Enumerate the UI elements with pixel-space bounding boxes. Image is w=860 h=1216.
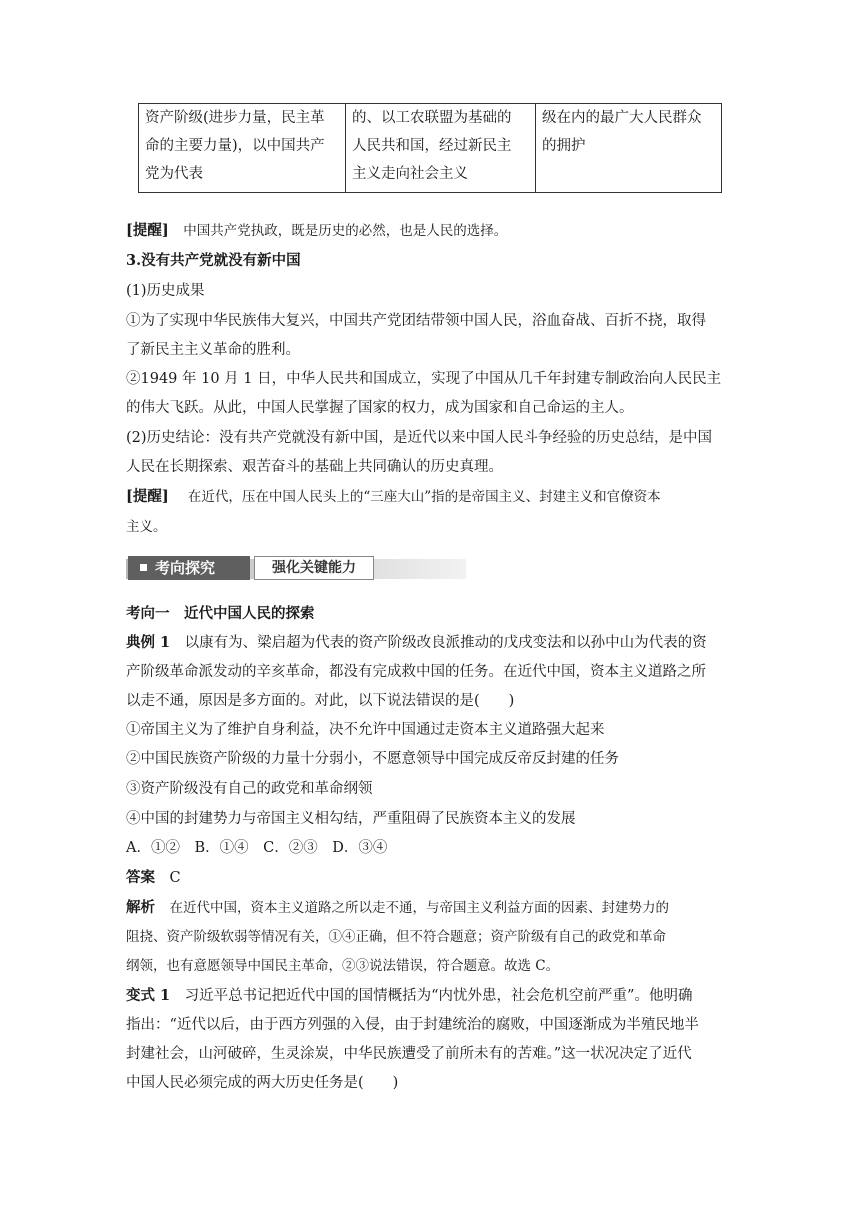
paragraph-line: 了新民主主义革命的胜利。 [126,342,300,358]
example-line: 以走不通，原因是多方面的。对此，以下说法错误的是( ) [126,693,515,709]
banner-left [128,556,250,580]
tip-text: 在近代，压在中国人民头上的“三座大山”指的是帝国主义、封建主义和官僚资本 [187,489,661,505]
answer-label: 答案 [126,869,155,886]
tip-label: [提醒] [126,222,169,239]
example-text: 以康有为、梁启超为代表的资产阶级改良派推动的戊戌变法和以孙中山为代表的资 [184,635,707,651]
paragraph-line: 的伟大飞跃。从此，中国人民掌握了国家的权力，成为国家和自己命运的主人。 [126,400,634,416]
table-cell-line: 人民共和国，经过新民主 [352,138,512,154]
analysis-line: 阻挠、资产阶级软弱等情况有关，①④正确，但不符合题意；资产阶级有自己的政党和革命 [126,929,666,945]
answer [126,868,181,888]
variant-line [126,986,692,1006]
table-cell-line: 的拥护 [542,138,586,154]
paragraph-line: ②1949 年 10 月 1 日，中华人民共和国成立，实现了中国从几千年封建专制政治向人民民主 [126,371,722,387]
option-item: ③资产阶级没有自己的政党和革命纲领 [126,781,373,797]
table-cell-line: 党为代表 [145,166,203,182]
info-table [138,103,722,193]
tip-text: 主义。 [126,519,167,535]
analysis-text: 在近代中国，资本主义道路之所以走不通，与帝国主义利益方面的因素、封建势力的 [169,900,669,916]
analysis-line [126,898,669,918]
answer-value: C [169,870,181,886]
table-col-3 [536,104,721,192]
table-cell-line: 资产阶级(进步力量，民主革 [145,110,325,126]
square-icon [140,564,147,571]
option-item: ④中国的封建势力与帝国主义相勾结，严重阻碍了民族资本主义的发展 [126,811,576,827]
analysis-line: 纲领，也有意愿领导中国民主革命，②③说法错误，符合题意。故选 C。 [126,958,560,974]
example-label: 典例 1 [126,634,171,651]
tip-2 [126,487,661,507]
tip-text: 中国共产党执政，既是历史的必然，也是人民的选择。 [183,223,508,239]
paragraph-line: ①为了实现中华民族伟大复兴，中国共产党团结带领中国人民，浴血奋战、百折不挠，取得 [126,313,706,329]
paragraph-line: 人民在长期探索、艰苦奋斗的基础上共同确认的历史真理。 [126,459,503,475]
table-col-2 [346,104,536,192]
tip-label: [提醒] [126,488,169,505]
banner-left-label: 考向探究 [155,559,216,577]
table-cell-line: 命的主要力量)，以中国共产 [145,138,325,154]
variant-text: 习近平总书记把近代中国的国情概括为“内忧外患，社会危机空前严重”。他明确 [184,988,693,1004]
banner-right-label: 强化关键能力 [254,556,374,580]
variant-line: 中国人民必须完成的两大历史任务是( ) [126,1075,399,1091]
direction-title: 考向一 近代中国人民的探索 [126,605,315,622]
subsection-title: (1)历史成果 [126,283,205,299]
table-cell-line: 主义走向社会主义 [352,166,468,182]
example-line: 产阶级革命派发动的辛亥革命，都没有完成救中国的任务。在近代中国，资本主义道路之所 [126,664,706,680]
variant-line: 指出：“近代以后，由于西方列强的入侵，由于封建统治的腐败，中国逐渐成为半殖民地半 [126,1017,699,1033]
choices: A．①② B．①④ C．②③ D．③④ [126,840,388,856]
example-line [126,633,707,653]
option-item: ②中国民族资产阶级的力量十分弱小，不愿意领导中国完成反帝反封建的任务 [126,751,619,767]
option-item: ①帝国主义为了维护自身利益，决不允许中国通过走资本主义道路强大起来 [126,722,605,738]
section-title: 3.没有共产党就没有新中国 [126,252,301,269]
table-col-1 [139,104,346,192]
variant-label: 变式 1 [126,987,171,1004]
table-cell-line: 级在内的最广大人民群众 [542,110,702,126]
table-cell-line: 的、以工农联盟为基础的 [352,110,512,126]
tip-1 [126,221,507,241]
section-banner [126,553,466,583]
analysis-label: 解析 [126,899,155,916]
paragraph-line: (2)历史结论：没有共产党就没有新中国，是近代以来中国人民斗争经验的历史总结，是中国 [126,430,713,446]
variant-line: 封建社会，山河破碎，生灵涂炭，中华民族遭受了前所未有的苦难。”这一状况决定了近代 [126,1046,692,1062]
